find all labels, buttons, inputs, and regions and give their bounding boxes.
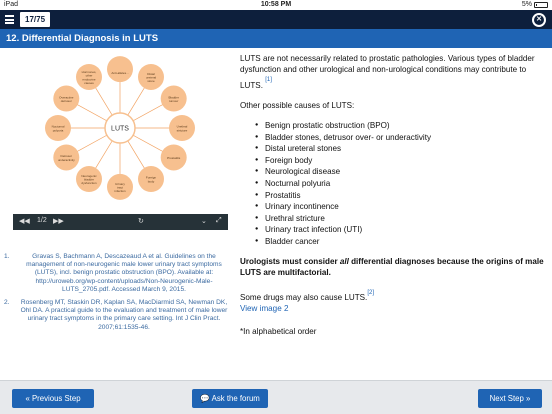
diagram-node-label: Prostatitis — [167, 155, 181, 160]
main-content — [240, 53, 548, 346]
next-figure-icon[interactable]: ▶▶ — [53, 218, 64, 225]
status-time: 10:58 PM — [260, 1, 292, 8]
ask-forum-button[interactable]: 💬 Ask the forum — [192, 389, 268, 408]
previous-step-label: Previous Step — [31, 394, 81, 403]
cause-item: ● Urinary incontinence — [255, 201, 548, 213]
battery-percent: 5% — [521, 1, 532, 8]
diagram-node-label: Bladder tumour — [168, 95, 179, 103]
next-step-button[interactable]: Next Step » — [478, 389, 542, 408]
cause-item: ● Neurological disease — [255, 166, 548, 178]
diagram-node-label: Overactive detrusor — [59, 95, 74, 103]
drugs-paragraph — [240, 287, 548, 314]
diagram-node-label: Urinary tract infection — [114, 181, 126, 193]
reference-item[interactable] — [4, 299, 232, 332]
luts-diagram-svg — [13, 52, 228, 214]
diagram-node-label: Nocturnal polyuria — [51, 124, 65, 133]
cause-item: ● Bladder stones, detrusor over- or underactivity — [255, 132, 548, 144]
device-label: iPad — [4, 1, 19, 8]
status-bar — [0, 0, 552, 10]
battery-icon — [534, 2, 548, 8]
drugs-text: Some drugs may also cause LUTS. — [240, 293, 368, 303]
luts-diagram[interactable] — [13, 52, 228, 214]
intro-paragraph — [240, 53, 548, 91]
battery-status — [522, 1, 548, 8]
chevron-down-icon[interactable]: ⌄ — [201, 218, 207, 225]
causes-list — [255, 120, 548, 248]
cause-item: ● Urethral stricture — [255, 213, 548, 225]
reference-number: 1. — [4, 253, 10, 260]
figure-toolbar — [13, 214, 228, 230]
key-message-pre: Urologists must consider — [240, 257, 340, 267]
close-icon[interactable] — [532, 13, 546, 27]
intro-text: LUTS are not necessarily related to prostatic pathologies. Various types of bladder dysfunction and other urological and non-urological conditions may contribute to LUTS. — [240, 54, 535, 90]
cause-item: ● Benign prostatic obstruction (BPO) — [255, 120, 548, 132]
cause-item: ● Nocturnal polyuria — [255, 178, 548, 190]
ref-link-2[interactable]: [2] — [367, 289, 374, 296]
bottom-nav — [0, 380, 552, 414]
diagram-node-label: Detrusor underactivity — [57, 154, 75, 162]
diagram-center-label: LUTS — [111, 125, 129, 133]
cause-item: ● Bladder cancer — [255, 236, 548, 248]
ask-forum-label: Ask the forum — [211, 394, 260, 403]
menu-icon[interactable] — [5, 15, 14, 24]
reference-item[interactable] — [4, 253, 232, 294]
view-image-link[interactable]: View image 2 — [240, 304, 289, 314]
figure-counter: 1/2 — [37, 217, 47, 224]
reference-text: Gravas S, Bachmann A, Descazeaud A et al. Guidelines on the management of non-neurogenic male lower urinary tract symptoms (LUTS), incl. benign prostatic obstruction (BPO). Available at: http://uroweb.org/wp-content/uploads/Non-Neurogenic-Male-LUTS_2705.pdf. Accessed March 9, 2015. — [26, 253, 222, 293]
cause-item: ● Foreign body — [255, 155, 548, 167]
diagram-node-label: Urethral stricture — [176, 124, 188, 133]
diagram-node-label: Distal ureteral stone — [145, 71, 157, 84]
diagram-node-label: Anti-alleles... — [111, 71, 129, 76]
causes-heading: Other possible causes of LUTS: — [240, 100, 355, 110]
diagram-node-label: Neurogenic bladder dysfunction — [81, 173, 97, 186]
cause-item: ● Urinary tract infection (UTI) — [255, 224, 548, 236]
cause-item: ● Prostatitis — [255, 190, 548, 202]
next-step-label: Next Step — [489, 394, 524, 403]
footnote: *In alphabetical order — [240, 327, 317, 337]
top-bar — [0, 10, 552, 29]
diagram-node-label: Hormones, other endocrine causes — [81, 70, 97, 85]
key-message-post: differential diagnoses because the origins of male LUTS are multifactorial. — [240, 257, 544, 278]
previous-step-button[interactable]: « Previous Step — [12, 389, 94, 408]
page-indicator: 17/75 — [20, 12, 50, 27]
diagram-node — [107, 56, 133, 82]
prev-figure-icon[interactable]: ◀◀ — [19, 218, 30, 225]
reference-text: Rosenberg MT, Staskin DR, Kaplan SA, MacDiarmid SA, Newman DK, Ohl DA. A practical guide to the evaluation and treatment of male lower urinary tract symptoms in the primary care setting. Int J Clin Pract. 2007;61:1535-46. — [20, 299, 228, 331]
page-title: 12. Differential Diagnosis in LUTS — [0, 29, 552, 48]
cause-item: ● Distal ureteral stones — [255, 143, 548, 155]
references-list — [4, 253, 232, 337]
reference-number: 2. — [4, 299, 10, 307]
rotate-icon[interactable]: ↻ — [138, 218, 144, 225]
diagram-node-label: Foreign body — [145, 175, 157, 184]
key-message — [240, 256, 548, 278]
ref-link-1[interactable]: [1] — [265, 77, 272, 83]
key-message-emphasis: all — [339, 257, 349, 267]
expand-icon[interactable]: ⤢ — [216, 217, 222, 224]
